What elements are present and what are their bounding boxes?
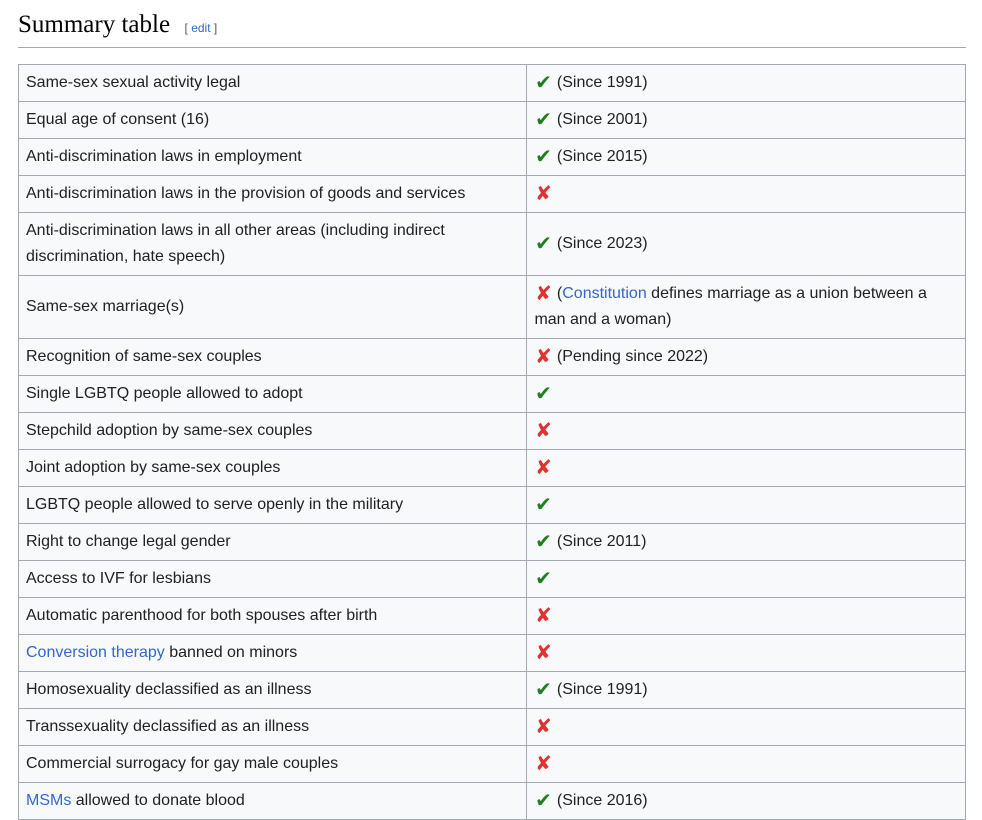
check-icon: ✔: [535, 531, 552, 553]
feature-text: Anti-discrimination laws in the provision of goods and services: [26, 185, 466, 202]
check-icon: ✔: [535, 233, 552, 255]
feature-text: Commercial surrogacy for gay male couples: [26, 755, 339, 772]
table-row: [19, 176, 966, 213]
feature-text: Right to change legal gender: [26, 533, 231, 550]
table-row: [19, 276, 966, 339]
feature-text: Same-sex sexual activity legal: [26, 74, 241, 91]
check-icon: ✔: [535, 146, 552, 168]
feature-cell: [19, 450, 527, 487]
table-row: [19, 339, 966, 376]
cross-icon: ✘: [535, 457, 552, 479]
table-row: [19, 213, 966, 276]
status-text: (: [552, 285, 563, 302]
cross-icon: ✘: [535, 183, 552, 205]
section-title: Summary table: [18, 11, 171, 38]
summary-table: [18, 64, 966, 820]
cross-icon: ✘: [535, 420, 552, 442]
status-text: (Since 2011): [552, 533, 647, 550]
status-cell: [527, 65, 966, 102]
table-row: [19, 598, 966, 635]
feature-text: Transsexuality declassified as an illness: [26, 718, 310, 735]
status-text: (Since 2023): [552, 235, 648, 252]
feature-text: LGBTQ people allowed to serve openly in the military: [26, 496, 404, 513]
edit-link[interactable]: edit: [191, 21, 211, 35]
status-cell: [527, 276, 966, 339]
status-cell: [527, 598, 966, 635]
status-cell: [527, 176, 966, 213]
feature-text: Anti-discrimination laws in employment: [26, 148, 302, 165]
feature-cell: [19, 783, 527, 820]
summary-table-body: [19, 65, 966, 820]
status-cell: [527, 413, 966, 450]
table-row: [19, 524, 966, 561]
status-cell: [527, 339, 966, 376]
feature-cell: [19, 339, 527, 376]
status-text: (Since 2015): [552, 148, 648, 165]
feature-text: Recognition of same-sex couples: [26, 348, 262, 365]
status-cell: [527, 746, 966, 783]
feature-text: Stepchild adoption by same-sex couples: [26, 422, 313, 439]
table-row: [19, 139, 966, 176]
feature-cell: [19, 561, 527, 598]
feature-cell: [19, 672, 527, 709]
edit-bracket-open: [: [184, 21, 188, 35]
feature-cell: [19, 487, 527, 524]
status-text: defines marriage as a union between a man and a woman): [534, 285, 927, 328]
feature-text: allowed to donate blood: [71, 792, 245, 809]
check-icon: ✔: [535, 109, 552, 131]
table-row: [19, 561, 966, 598]
table-row: [19, 376, 966, 413]
feature-text: Single LGBTQ people allowed to adopt: [26, 385, 303, 402]
feature-cell: [19, 376, 527, 413]
feature-text: Homosexuality declassified as an illness: [26, 681, 312, 698]
feature-cell: [19, 276, 527, 339]
feature-cell: [19, 413, 527, 450]
feature-cell: [19, 213, 527, 276]
status-cell: [527, 561, 966, 598]
feature-text: banned on minors: [164, 644, 298, 661]
status-link[interactable]: Constitution: [562, 285, 647, 302]
feature-link[interactable]: MSMs: [26, 792, 72, 809]
status-text: (Pending since 2022): [552, 348, 709, 365]
cross-icon: ✘: [535, 642, 552, 664]
table-row: [19, 413, 966, 450]
feature-cell: [19, 524, 527, 561]
edit-section: [185, 21, 218, 35]
status-text: (Since 1991): [552, 74, 648, 91]
feature-cell: [19, 635, 527, 672]
feature-cell: [19, 746, 527, 783]
cross-icon: ✘: [535, 753, 552, 775]
table-row: [19, 783, 966, 820]
status-cell: [527, 672, 966, 709]
cross-icon: ✘: [535, 346, 552, 368]
feature-cell: [19, 102, 527, 139]
status-cell: [527, 524, 966, 561]
feature-cell: [19, 65, 527, 102]
section-header: [18, 8, 966, 48]
table-row: [19, 635, 966, 672]
table-row: [19, 487, 966, 524]
check-icon: ✔: [535, 72, 552, 94]
feature-cell: [19, 709, 527, 746]
cross-icon: ✘: [535, 716, 552, 738]
status-text: (Since 1991): [552, 681, 648, 698]
cross-icon: ✘: [535, 283, 552, 305]
check-icon: ✔: [535, 383, 552, 405]
status-cell: [527, 376, 966, 413]
table-row: [19, 672, 966, 709]
check-icon: ✔: [535, 790, 552, 812]
status-cell: [527, 635, 966, 672]
feature-cell: [19, 139, 527, 176]
feature-cell: [19, 176, 527, 213]
check-icon: ✔: [535, 679, 552, 701]
status-cell: [527, 783, 966, 820]
feature-cell: [19, 598, 527, 635]
feature-text: Same-sex marriage(s): [26, 298, 185, 315]
table-row: [19, 746, 966, 783]
feature-text: Automatic parenthood for both spouses after birth: [26, 607, 378, 624]
feature-text: Equal age of consent (16): [26, 111, 210, 128]
cross-icon: ✘: [535, 605, 552, 627]
check-icon: ✔: [535, 568, 552, 590]
status-text: (Since 2016): [552, 792, 648, 809]
table-row: [19, 450, 966, 487]
table-row: [19, 709, 966, 746]
check-icon: ✔: [535, 494, 552, 516]
table-row: [19, 65, 966, 102]
feature-text: Joint adoption by same-sex couples: [26, 459, 281, 476]
status-cell: [527, 139, 966, 176]
status-cell: [527, 709, 966, 746]
status-cell: [527, 450, 966, 487]
status-cell: [527, 487, 966, 524]
status-cell: [527, 213, 966, 276]
status-cell: [527, 102, 966, 139]
feature-text: Anti-discrimination laws in all other areas (including indirect discrimination, hate speech): [26, 222, 445, 265]
edit-bracket-close: ]: [213, 21, 218, 35]
feature-link[interactable]: Conversion therapy: [26, 644, 165, 661]
status-text: (Since 2001): [552, 111, 648, 128]
table-row: [19, 102, 966, 139]
feature-text: Access to IVF for lesbians: [26, 570, 211, 587]
